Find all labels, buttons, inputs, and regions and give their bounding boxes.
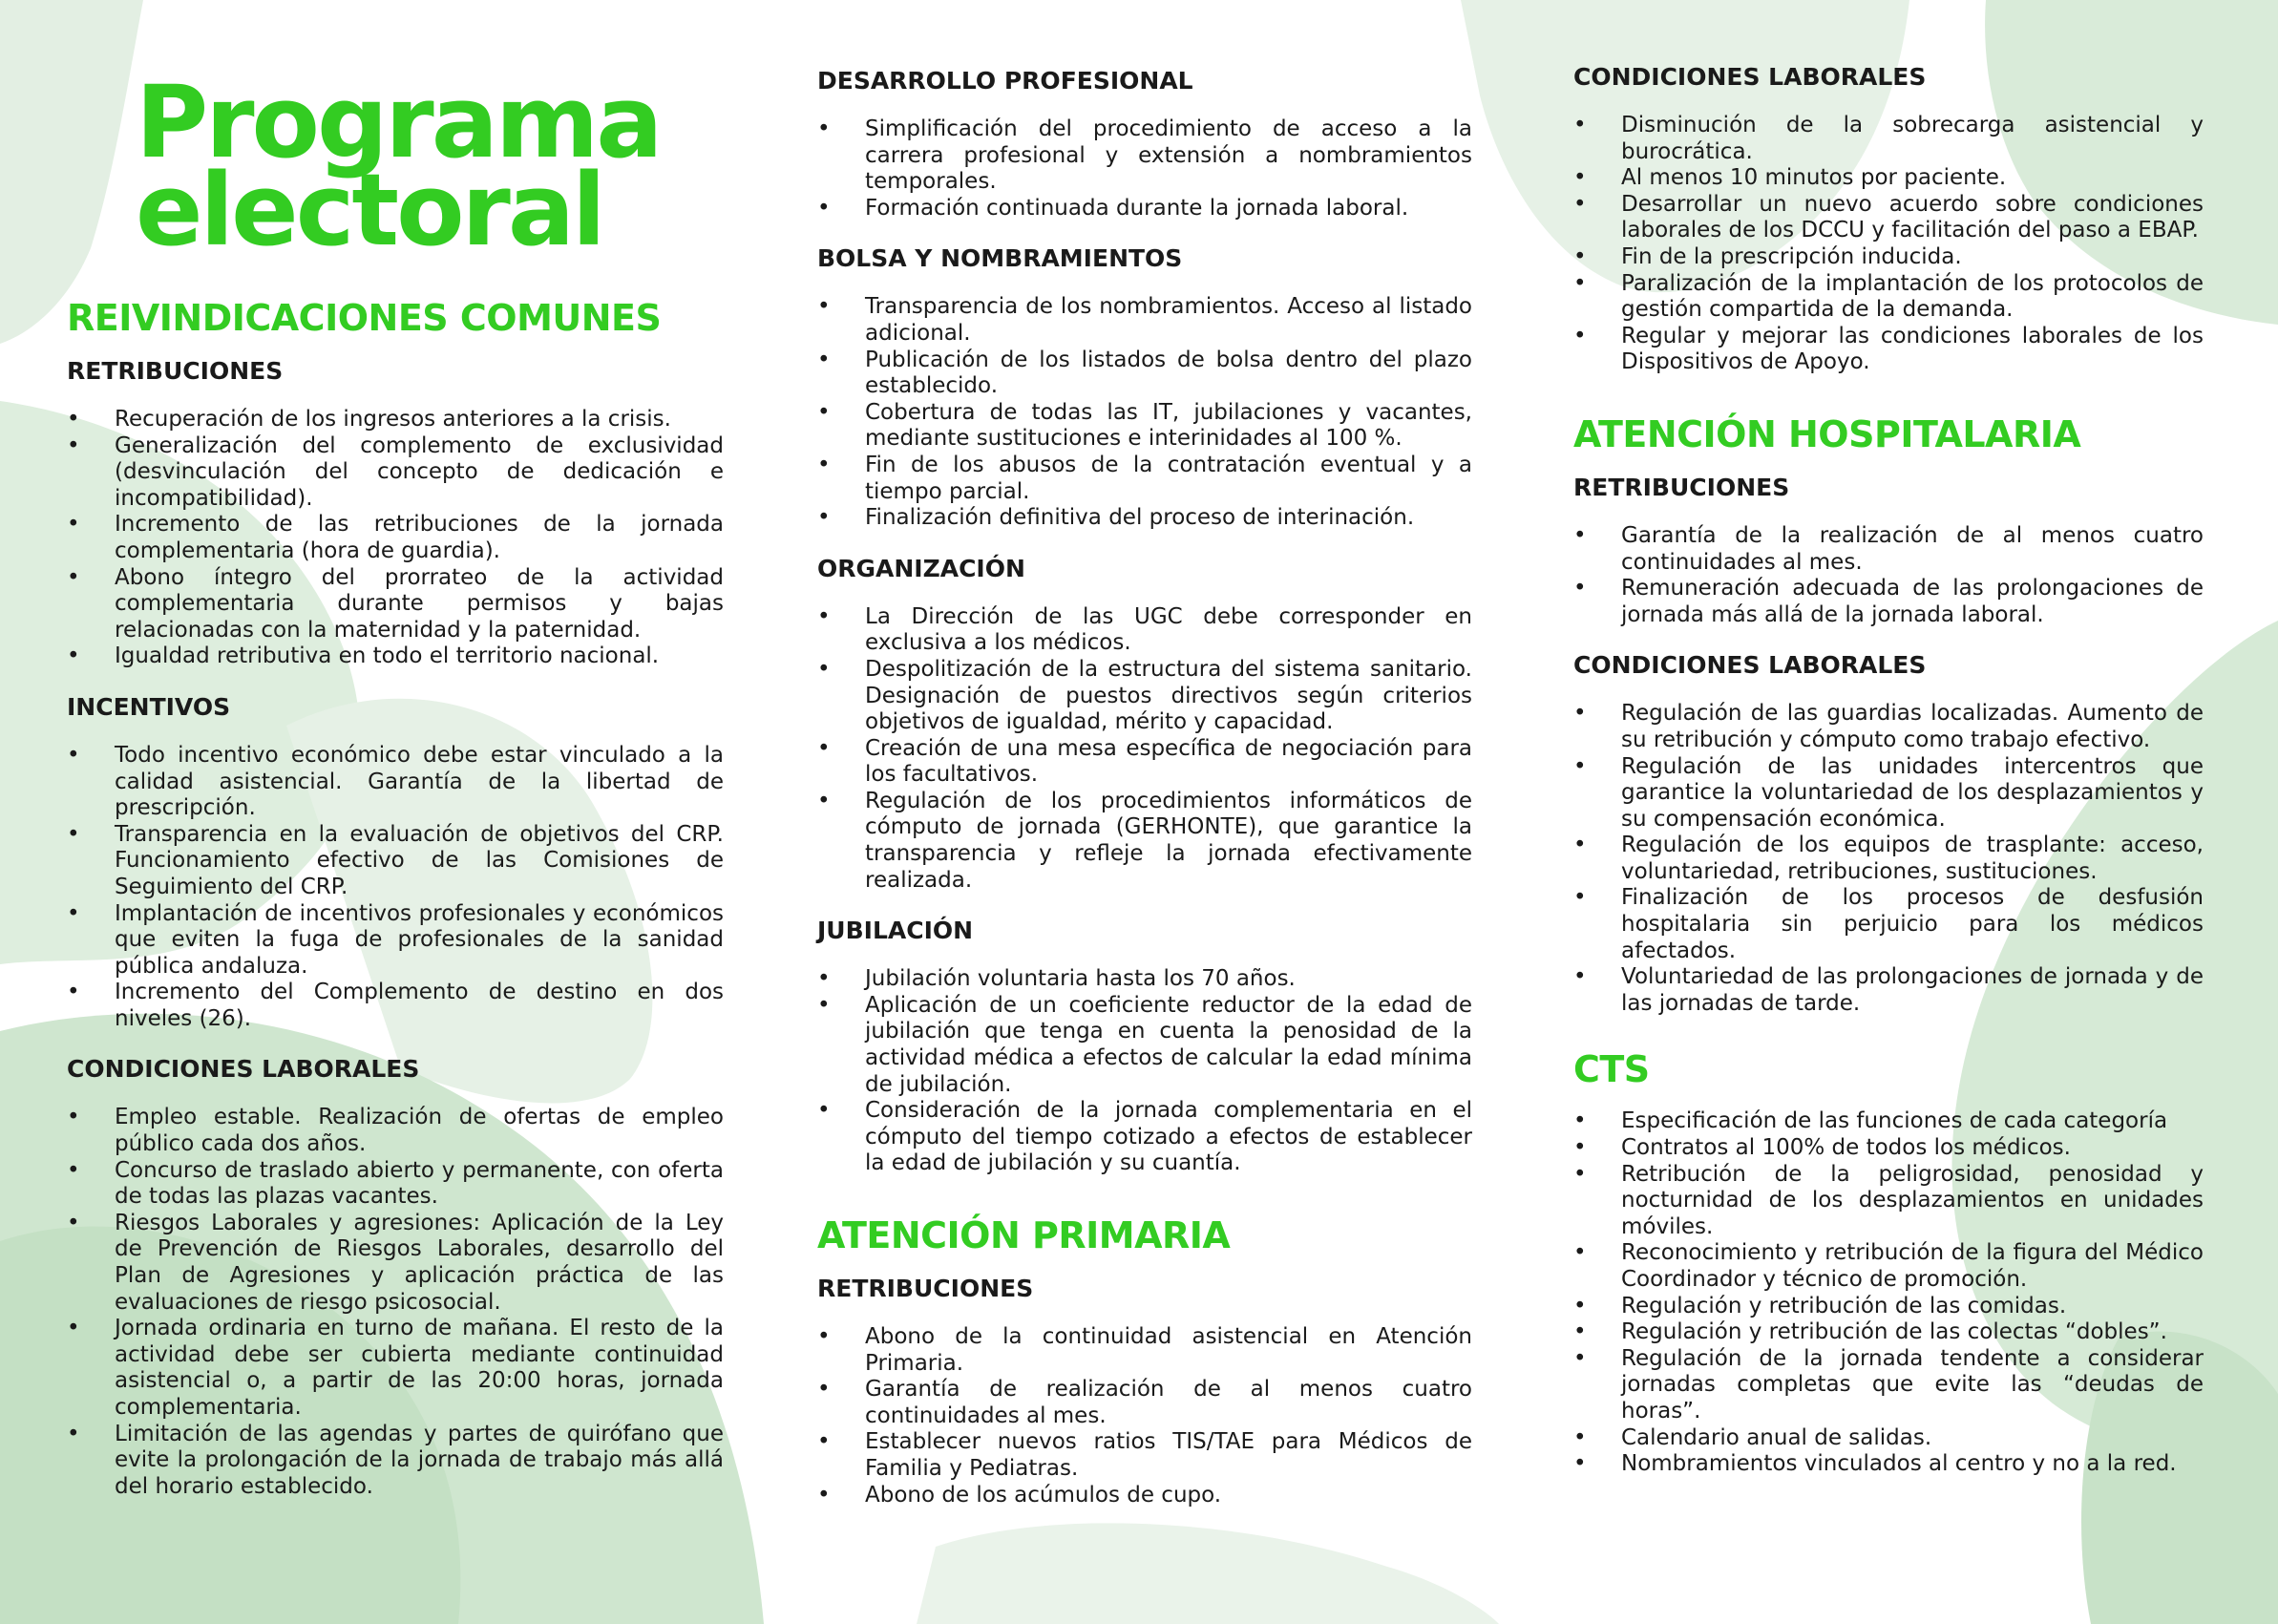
list-item: • Regulación de los procedimientos informáticos de cómputo de jornada (GERHONTE), que garantice la transparencia y refleje la jornada efectivamente realizada. — [817, 788, 1472, 893]
list-item: • Empleo estable. Realización de ofertas de empleo público cada dos años. — [67, 1105, 724, 1157]
block-desarrollo-profesional — [817, 67, 1472, 221]
list-item: • Todo incentivo económico debe estar vinculado a la calidad asistencial. Garantía de la libertad de prescripción. — [67, 742, 724, 821]
list-jubilacion — [817, 966, 1472, 1177]
list-item: • Al menos 10 minutos por paciente. — [1573, 165, 2007, 191]
list-item: • Regulación y retribución de las comidas. — [1573, 1293, 2067, 1318]
block-condiciones-laborales — [67, 1055, 724, 1500]
block-jubilacion — [817, 917, 1472, 1177]
list-item: • Garantía de la realización de al menos cuatro continuidades al mes. — [1573, 522, 2204, 575]
list-item: • Incremento de las retribuciones de la jornada complementaria (hora de guardia). — [67, 512, 724, 563]
bullet-icon: • — [817, 966, 831, 992]
bullet-icon: • — [817, 399, 831, 425]
bullet-icon: • — [67, 980, 80, 1005]
list-item: • Regulación de los equipos de trasplante: acceso, voluntariedad, retribuciones, sustituciones. — [1573, 833, 2204, 884]
bullet-icon: • — [1573, 1319, 1587, 1345]
list-item: • Despolitización de la estructura del sistema sanitario. Designación de puestos directivos según criterios objetivos de igualdad, mérito y capacidad. — [817, 656, 1472, 735]
bullet-icon: • — [67, 564, 80, 590]
heading-hosp-retribuciones: RETRIBUCIONES — [1573, 473, 1790, 501]
bullet-icon: • — [1573, 165, 1587, 191]
bullet-icon: • — [1573, 576, 1587, 601]
list-item: • Transparencia en la evaluación de objetivos del CRP. Funcionamiento efectivo de las Comisiones de Seguimiento del CRP. — [67, 821, 724, 899]
list-item: • Contratos al 100% de todos los médicos. — [1573, 1135, 2071, 1161]
column-middle — [817, 0, 1472, 1531]
bullet-icon: • — [1573, 1345, 1587, 1371]
bullet-icon: • — [817, 992, 831, 1018]
section-atencion-primaria: ATENCIÓN PRIMARIA — [817, 1214, 1231, 1256]
bullet-icon: • — [1573, 1451, 1587, 1477]
heading-desarrollo-profesional: DESARROLLO PROFESIONAL — [817, 67, 1193, 95]
bullet-icon: • — [67, 900, 80, 926]
list-ap-condiciones-laborales — [1573, 113, 2204, 376]
title-line-1: Programa — [136, 64, 661, 180]
document-title — [136, 64, 724, 268]
list-item: • Jornada ordinaria en turno de mañana. El resto de la actividad debe ser cubierta mediante continuidad asistencial o, a partir de las 20:00 horas, jornada complementaria. — [67, 1316, 724, 1420]
bullet-icon: • — [1573, 191, 1587, 217]
bullet-icon: • — [817, 505, 831, 531]
list-item: • Fin de los abusos de la contratación eventual y a tiempo parcial. — [817, 452, 1472, 504]
bullet-icon: • — [67, 1210, 80, 1235]
list-item: • Incremento del Complemento de destino en dos niveles (26). — [67, 980, 724, 1031]
list-item: • Recuperación de los ingresos anteriores a la crisis. — [67, 407, 671, 432]
block-ap-condiciones-laborales — [1573, 63, 2204, 376]
list-item: • Disminución de la sobrecarga asistencial y burocrática. — [1573, 113, 2204, 164]
bullet-icon: • — [1573, 243, 1587, 269]
list-item: • Regulación de las guardias localizadas. Aumento de su retribución y cómputo como trabajo efectivo. — [1573, 701, 2204, 752]
bullet-icon: • — [1573, 885, 1587, 911]
list-item: • Publicación de los listados de bolsa dentro del plazo establecido. — [817, 347, 1472, 399]
list-item: • La Dirección de las UGC debe corresponder en exclusiva a los médicos. — [817, 603, 1472, 656]
list-item: • Finalización definitiva del proceso de interinación. — [817, 505, 1415, 531]
bullet-icon: • — [67, 1105, 80, 1130]
list-item: • Formación continuada durante la jornada laboral. — [817, 195, 1409, 221]
list-hosp-retribuciones — [1573, 523, 2204, 628]
list-organizacion — [817, 604, 1472, 895]
bullet-icon: • — [817, 1098, 831, 1124]
title-line-2: electoral — [136, 152, 603, 268]
heading-condiciones-laborales: CONDICIONES LABORALES — [67, 1055, 420, 1084]
list-bolsa-nombramientos — [817, 294, 1472, 531]
bullet-icon: • — [817, 195, 831, 221]
section-cts: CTS — [1573, 1048, 1650, 1091]
list-item: • Igualdad retributiva en todo el territorio nacional. — [67, 643, 660, 669]
list-item: • Abono de la continuidad asistencial en Atención Primaria. — [817, 1324, 1472, 1376]
section-atencion-hospitalaria: ATENCIÓN HOSPITALARIA — [1573, 412, 2081, 455]
list-item: • Garantía de realización de al menos cuatro continuidades al mes. — [817, 1377, 1472, 1428]
bullet-icon: • — [817, 735, 831, 761]
list-condiciones-laborales — [67, 1105, 724, 1500]
list-retribuciones — [67, 407, 724, 670]
block-hosp-retribuciones — [1573, 474, 2204, 628]
bullet-icon: • — [1573, 1293, 1587, 1318]
bullet-icon: • — [1573, 701, 1587, 727]
list-item: • Generalización del complemento de exclusividad (desvinculación del concepto de dedicación e incompatibilidad). — [67, 432, 724, 511]
bullet-icon: • — [817, 347, 831, 372]
bullet-icon: • — [1573, 1161, 1587, 1187]
list-item: • Finalización de los procesos de desfusión hospitalaria sin perjuicio para los médicos afectados. — [1573, 885, 2204, 963]
heading-primaria-retribuciones: RETRIBUCIONES — [817, 1275, 1034, 1302]
bullet-icon: • — [1573, 833, 1587, 858]
bullet-icon: • — [1573, 753, 1587, 779]
heading-incentivos: INCENTIVOS — [67, 692, 231, 721]
bullet-icon: • — [67, 742, 80, 768]
bullet-icon: • — [817, 1429, 831, 1455]
block-bolsa-nombramientos — [817, 244, 1472, 531]
bullet-icon: • — [67, 821, 80, 847]
list-item: • Simplificación del procedimiento de acceso a la carrera profesional y extensión a nombramientos temporales. — [817, 116, 1472, 195]
bullet-icon: • — [67, 1421, 80, 1446]
list-item: • Regulación de las unidades intercentros que garantice la voluntariedad de los desplazamientos y su compensación económica. — [1573, 753, 2204, 832]
list-item: • Desarrollar un nuevo acuerdo sobre condiciones laborales de los DCCU y facilitación del paso a EBAP. — [1573, 191, 2204, 243]
list-primaria-retribuciones — [817, 1324, 1472, 1508]
list-item: • Voluntariedad de las prolongaciones de jornada y de las jornadas de tarde. — [1573, 964, 2204, 1016]
bullet-icon: • — [817, 656, 831, 682]
list-item: • Jubilación voluntaria hasta los 70 años. — [817, 966, 1296, 992]
block-retribuciones — [67, 357, 724, 670]
bullet-icon: • — [1573, 1135, 1587, 1161]
bullet-icon: • — [817, 1324, 831, 1349]
section-reivindicaciones: REIVINDICACIONES COMUNES — [67, 297, 662, 339]
bullet-icon: • — [67, 643, 80, 669]
list-item: • Establecer nuevos ratios TIS/TAE para Médicos de Familia y Pediatras. — [817, 1429, 1472, 1481]
bullet-icon: • — [817, 116, 831, 141]
list-item: • Regulación y retribución de las colectas “dobles”. — [1573, 1319, 2167, 1345]
bullet-icon: • — [1573, 113, 1587, 137]
bullet-icon: • — [1573, 522, 1587, 548]
heading-hosp-condiciones-laborales: CONDICIONES LABORALES — [1573, 651, 1927, 680]
list-item: • Concurso de traslado abierto y permanente, con oferta de todas las plazas vacantes. — [67, 1157, 724, 1210]
list-item: • Cobertura de todas las IT, jubilaciones y vacantes, mediante sustituciones e interinidades al 100 %. — [817, 399, 1472, 452]
bullet-icon: • — [1573, 1240, 1587, 1266]
column-right — [1573, 0, 2204, 1478]
bullet-icon: • — [67, 1316, 80, 1341]
bullet-icon: • — [817, 452, 831, 477]
list-item: • Consideración de la jornada complementaria en el cómputo del tiempo cotizado a efectos de establecer la edad de jubilación y su cuantía. — [817, 1098, 1472, 1176]
list-desarrollo-profesional — [817, 116, 1472, 221]
bullet-icon: • — [67, 407, 80, 432]
bullet-icon: • — [817, 294, 831, 320]
block-organizacion — [817, 555, 1472, 895]
bullet-icon: • — [67, 512, 80, 538]
list-item: • Regular y mejorar las condiciones laborales de los Dispositivos de Apoyo. — [1573, 323, 2204, 375]
bullet-icon: • — [1573, 1424, 1587, 1450]
bullet-icon: • — [817, 1377, 831, 1403]
list-item: • Reconocimiento y retribución de la figura del Médico Coordinador y técnico de promoción. — [1573, 1240, 2204, 1292]
list-item: • Implantación de incentivos profesionales y económicos que eviten la fuga de profesionales de la sanidad pública andaluza. — [67, 900, 724, 979]
list-item: • Transparencia de los nombramientos. Acceso al listado adicional. — [817, 294, 1472, 346]
list-item: • Retribución de la peligrosidad, penosidad y nocturnidad de los desplazamientos en unidades móviles. — [1573, 1161, 2204, 1239]
block-primaria-retribuciones — [817, 1275, 1472, 1508]
list-item: • Calendario anual de salidas. — [1573, 1424, 1932, 1450]
bullet-icon: • — [1573, 964, 1587, 990]
block-incentivos — [67, 693, 724, 1033]
heading-organizacion: ORGANIZACIÓN — [817, 554, 1025, 582]
list-item: • Creación de una mesa específica de negociación para los facultativos. — [817, 735, 1472, 788]
heading-jubilacion: JUBILACIÓN — [817, 917, 974, 945]
list-item: • Aplicación de un coeficiente reductor de la edad de jubilación que tenga en cuenta la penosidad de la actividad médica a efectos de calcular la edad mínima de jubilación. — [817, 992, 1472, 1097]
list-item: • Regulación de la jornada tendente a considerar jornadas completas que evite las “deudas de horas”. — [1573, 1345, 2204, 1424]
bullet-icon: • — [817, 1482, 831, 1508]
list-item: • Abono de los acúmulos de cupo. — [817, 1482, 1222, 1508]
column-left — [67, 0, 724, 1523]
list-item: • Limitación de las agendas y partes de quirófano que evite la prolongación de la jornada de trabajo más allá del horario establecido. — [67, 1421, 724, 1499]
list-incentivos — [67, 743, 724, 1033]
bullet-icon: • — [1573, 323, 1587, 348]
bullet-icon: • — [817, 788, 831, 813]
bullet-icon: • — [67, 1157, 80, 1183]
list-item: • Remuneración adecuada de las prolongaciones de jornada más allá de la jornada laboral. — [1573, 576, 2204, 627]
bullet-icon: • — [1573, 270, 1587, 296]
bullet-icon: • — [67, 432, 80, 458]
block-hosp-condiciones-laborales — [1573, 651, 2204, 1017]
list-item: • Abono íntegro del prorrateo de la actividad complementaria durante permisos y bajas relacionadas con la maternidad y la paternidad. — [67, 564, 724, 643]
list-item: • Riesgos Laborales y agresiones: Aplicación de la Ley de Prevención de Riesgos Laborales, desarrollo del Plan de Agresiones y aplicación práctica de las evaluaciones de riesgo psicosocial. — [67, 1210, 724, 1315]
bg-blob-bottom-mid — [917, 1523, 1499, 1624]
heading-retribuciones: RETRIBUCIONES — [67, 357, 284, 385]
list-hosp-condiciones-laborales — [1573, 701, 2204, 1017]
list-cts — [1573, 1108, 2204, 1477]
list-item: • Fin de la prescripción inducida. — [1573, 243, 1962, 269]
bullet-icon: • — [817, 603, 831, 629]
heading-ap-condiciones-laborales: CONDICIONES LABORALES — [1573, 63, 1927, 91]
list-item: • Paralización de la implantación de los protocolos de gestión compartida de la demanda. — [1573, 270, 2204, 323]
bullet-icon: • — [1573, 1108, 1587, 1134]
heading-bolsa-nombramientos: BOLSA Y NOMBRAMIENTOS — [817, 244, 1183, 273]
list-item: • Especificación de las funciones de cada categoría — [1573, 1108, 2168, 1134]
list-item: • Nombramientos vinculados al centro y no a la red. — [1573, 1451, 2177, 1477]
